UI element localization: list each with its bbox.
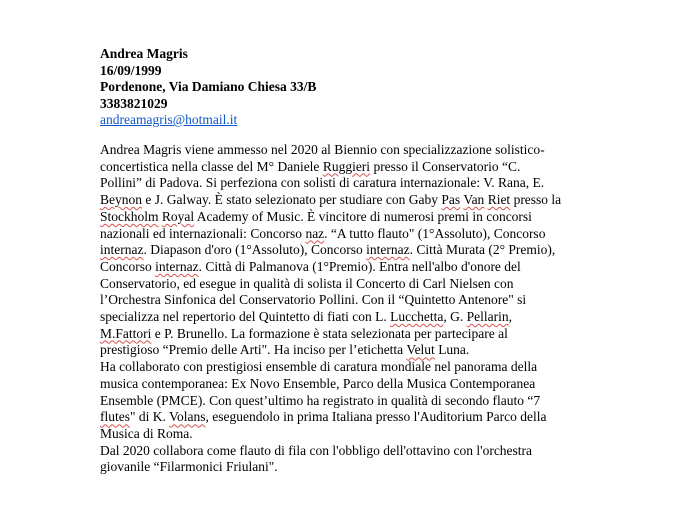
text-segment: e J. Galway. È stato selezionato per studiare con Gaby — [142, 192, 442, 208]
text-segment: Ha collaborato con prestigiosi ensemble di caratura mondiale nel panorama della — [100, 359, 538, 375]
text-line — [100, 226, 570, 243]
text-line — [100, 393, 570, 410]
text-segment: " di K. — [130, 409, 170, 425]
misspelled-word: Lucchetta — [390, 309, 444, 325]
text-segment: . Città di Palmanova (1°Premio). Entra nell'albo d'onore del — [198, 258, 521, 274]
misspelled-word: internaz — [155, 258, 199, 274]
text-segment: . Città Murata (2° Premio), — [409, 242, 556, 258]
misspelled-word: Velut — [406, 342, 435, 358]
text-segment: . Diapason d'oro (1°Assoluto), Concorso — [143, 242, 367, 258]
misspelled-word: internaz — [100, 242, 144, 258]
misspelled-word: Volans — [169, 409, 206, 425]
text-segment: giovanile “Filarmonici Friulani". — [100, 459, 278, 475]
text-line — [100, 259, 570, 276]
text-segment: , — [508, 309, 512, 325]
text-segment: Musica di Roma. — [100, 425, 193, 441]
misspelled-word: Pas — [441, 192, 461, 208]
text-line — [100, 309, 570, 326]
text-segment: Andrea Magris viene ammesso nel 2020 al Biennio con specializzazione solistico- — [100, 142, 545, 157]
misspelled-word: Stockholm — [100, 208, 159, 224]
text-segment: prestigioso “Premio delle Arti". Ha inciso per l’etichetta — [100, 342, 407, 358]
email-link[interactable]: andreamagris@hotmail.it — [100, 112, 238, 127]
text-line — [100, 159, 570, 176]
text-line — [100, 426, 570, 443]
text-segment: musica contemporanea: Ex Novo Ensemble, Parco della Musica Contemporanea — [100, 375, 536, 391]
misspelled-word: naz — [305, 225, 325, 241]
text-segment: Conservatorio, ed esegue in qualità di solista il Concerto di Carl Nielsen con — [100, 275, 514, 291]
text-line — [100, 209, 570, 226]
text-segment: Dal 2020 collabora come flauto di fila con l'obbligo dell'ottavino con l'orchestra — [100, 442, 533, 458]
text-line — [100, 376, 570, 393]
text-segment: presso la — [510, 192, 562, 208]
text-segment: e P. Brunello. La formazione è stata selezionata per partecipare al — [151, 325, 508, 341]
contact-header — [100, 46, 316, 129]
text-line — [100, 192, 570, 209]
text-line — [100, 443, 570, 460]
biography-text — [100, 142, 570, 476]
text-segment: Academy of Music. È vincitore di numerosi premi in concorsi — [194, 208, 532, 224]
text-line — [100, 326, 570, 343]
text-segment: nazionali ed internazionali: Concorso — [100, 225, 306, 241]
text-segment: presso il Conservatorio “C. — [370, 158, 521, 174]
text-segment: Pollini” di Padova. Si perfeziona con solisti di caratura internazionale: V. Rana, E. — [100, 175, 545, 191]
misspelled-word: Ruggieri — [322, 158, 371, 174]
misspelled-word: internaz — [366, 242, 410, 258]
text-segment: concertistica nella classe del M° Daniele — [100, 158, 323, 174]
text-segment: Ensemble (PMCE). Con quest’ultimo ha registrato in qualità di secondo flauto “7 — [100, 392, 541, 408]
text-line — [100, 276, 570, 293]
text-segment: Concorso — [100, 258, 156, 274]
misspelled-word: Royal — [161, 208, 195, 224]
misspelled-word: Pellarin — [466, 309, 509, 325]
misspelled-word: Van — [463, 192, 485, 208]
text-segment: l’Orchestra Sinfonica del Conservatorio Pollini. Con il “Quintetto Antenore" si — [100, 292, 527, 308]
misspelled-word: Beynon — [100, 192, 142, 208]
text-line — [100, 459, 570, 476]
text-segment: . “A tutto flauto" (1°Assoluto), Concorso — [324, 225, 546, 241]
text-line — [100, 409, 570, 426]
text-line — [100, 292, 570, 309]
text-line — [100, 142, 570, 159]
text-line — [100, 359, 570, 376]
birth-date: 16/09/1999 — [100, 62, 162, 78]
text-segment: Luna. — [434, 342, 470, 358]
text-segment: specializza nel repertorio del Quintetto di fiati con L. — [100, 309, 391, 325]
address: Pordenone, Via Damiano Chiesa 33/B — [100, 79, 317, 94]
phone-number: 3383821029 — [100, 95, 168, 111]
text-line — [100, 175, 570, 192]
misspelled-word: M.Fattori — [100, 325, 152, 341]
text-segment: , eseguendolo in prima Italiana presso l'Auditorium Parco della — [205, 409, 547, 425]
misspelled-word: flutes — [100, 409, 130, 425]
misspelled-word: Riet — [487, 192, 511, 208]
text-segment: , G. — [443, 309, 467, 325]
text-line — [100, 242, 570, 259]
text-line — [100, 342, 570, 359]
author-name: Andrea Magris — [100, 46, 188, 61]
